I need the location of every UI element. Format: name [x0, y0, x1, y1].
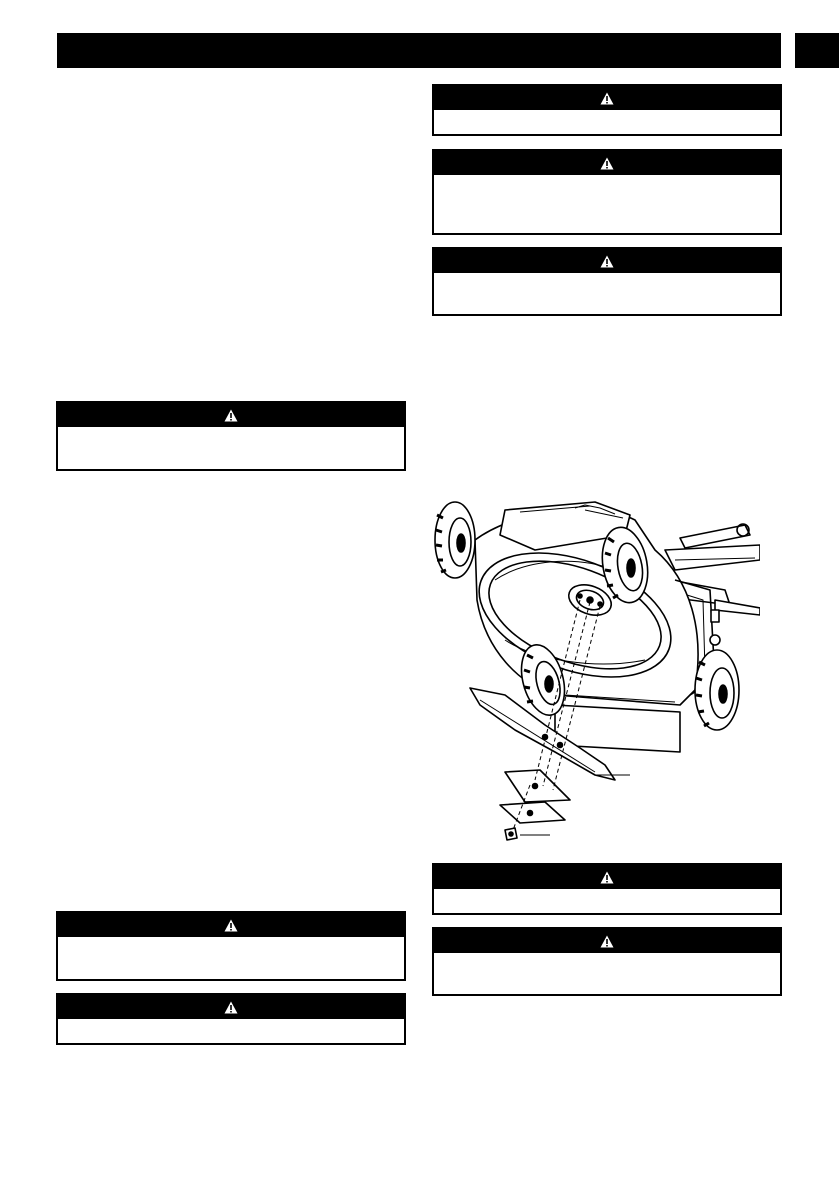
- warning-text: [434, 110, 780, 122]
- warning-triangle-icon: [600, 871, 614, 884]
- warning-text: [434, 889, 780, 901]
- warning-header: [434, 151, 780, 175]
- warning-text: [434, 273, 780, 285]
- warning-triangle-icon: [600, 92, 614, 105]
- warning-header: [434, 249, 780, 273]
- mower-blade-illustration: [425, 490, 760, 845]
- warning-triangle-icon: [600, 935, 614, 948]
- warning-triangle-icon: [600, 255, 614, 268]
- warning-triangle-icon: [224, 919, 238, 932]
- warning-box: [56, 911, 406, 981]
- warning-box: [432, 863, 782, 915]
- warning-box: [56, 401, 406, 471]
- warning-header: [434, 865, 780, 889]
- warning-text: [58, 427, 404, 439]
- warning-header: [58, 403, 404, 427]
- warning-header: [58, 995, 404, 1019]
- warning-box: [432, 149, 782, 235]
- warning-triangle-icon: [224, 1001, 238, 1014]
- page-header-bar: [57, 33, 781, 68]
- warning-box: [432, 927, 782, 996]
- warning-box: [432, 84, 782, 136]
- language-tab: [795, 33, 839, 68]
- warning-text: [58, 1019, 404, 1031]
- warning-header: [58, 913, 404, 937]
- warning-text: [58, 937, 404, 949]
- warning-triangle-icon: [600, 157, 614, 170]
- warning-box: [56, 993, 406, 1045]
- warning-text: [434, 175, 780, 187]
- warning-triangle-icon: [224, 409, 238, 422]
- warning-header: [434, 929, 780, 953]
- warning-text: [434, 953, 780, 965]
- warning-header: [434, 86, 780, 110]
- warning-box: [432, 247, 782, 316]
